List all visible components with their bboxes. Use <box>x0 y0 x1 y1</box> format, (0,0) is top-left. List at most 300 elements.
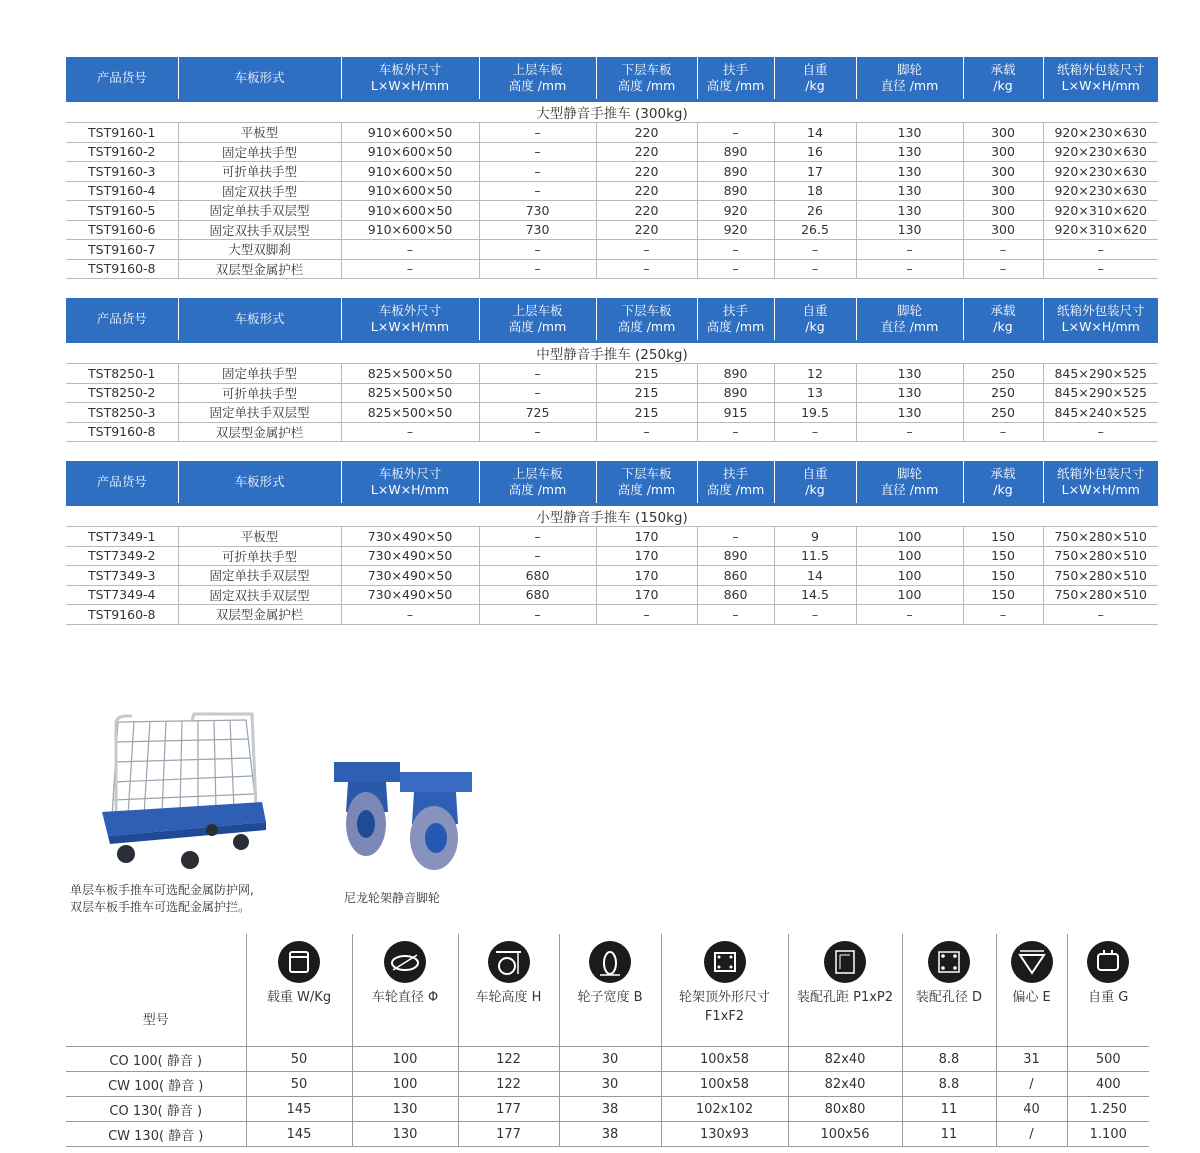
column-header: 承载 /kg <box>963 57 1043 99</box>
table-cell: 12 <box>774 364 856 384</box>
caster-cell: 30 <box>559 1072 661 1097</box>
table-row <box>66 364 1158 384</box>
table-cell: 915 <box>697 403 774 423</box>
table-row <box>66 259 1158 279</box>
table-cell: TST9160-4 <box>66 181 178 201</box>
table-cell: 250 <box>963 383 1043 403</box>
table-cell: TST8250-1 <box>66 364 178 384</box>
table-cell: – <box>479 181 596 201</box>
table-cell: – <box>479 162 596 182</box>
caster-cell: / <box>996 1122 1067 1147</box>
header-row <box>66 461 1158 503</box>
table-cell: – <box>774 605 856 625</box>
table-cell: 双层型金属护栏 <box>178 605 341 625</box>
section-title: 小型静音手推车 (150kg) <box>66 506 1158 527</box>
caster-column-header <box>788 934 902 1047</box>
table-cell: 825×500×50 <box>341 403 479 423</box>
table-cell: 750×280×510 <box>1043 546 1158 566</box>
table-cell: 890 <box>697 364 774 384</box>
caster-cell: 82x40 <box>788 1047 902 1072</box>
table-cell: 300 <box>963 142 1043 162</box>
table-cell: TST8250-2 <box>66 383 178 403</box>
column-header: 车板外尺寸 L×W×H/mm <box>341 57 479 99</box>
table-cell: – <box>479 240 596 260</box>
wheel-height-icon <box>459 940 559 984</box>
table-cell: – <box>479 527 596 547</box>
header-row <box>66 298 1158 340</box>
column-header: 脚轮 直径 /mm <box>856 461 963 503</box>
table-cell: 大型双脚刹 <box>178 240 341 260</box>
caster-cell: 130 <box>352 1097 458 1122</box>
table-cell: 170 <box>596 566 697 586</box>
column-header: 车板形式 <box>178 298 341 340</box>
table-cell: – <box>697 605 774 625</box>
table-row <box>66 383 1158 403</box>
table-cell: 250 <box>963 403 1043 423</box>
table-cell: 920×230×630 <box>1043 142 1158 162</box>
column-header: 车板形式 <box>178 57 341 99</box>
table-cell: 890 <box>697 142 774 162</box>
caster-header-label: 轮架顶外形尺寸 F1xF2 <box>678 990 770 1024</box>
caster-header-row <box>66 934 1149 1047</box>
table-cell: 300 <box>963 220 1043 240</box>
caster-cell: 130 <box>352 1122 458 1147</box>
caster-cell: CO 100( 静音 ) <box>66 1047 246 1072</box>
column-header: 纸箱外包装尺寸 L×W×H/mm <box>1043 461 1158 503</box>
table-cell: – <box>963 422 1043 442</box>
table-cell: 130 <box>856 123 963 143</box>
table-cell: – <box>479 605 596 625</box>
table-cell: 730×490×50 <box>341 566 479 586</box>
table-row <box>66 546 1158 566</box>
table-cell: – <box>774 259 856 279</box>
column-header: 产品货号 <box>66 461 178 503</box>
table-cell: 750×280×510 <box>1043 527 1158 547</box>
table-row <box>66 142 1158 162</box>
table-row <box>66 527 1158 547</box>
caster-cell: CO 130( 静音 ) <box>66 1097 246 1122</box>
caster-image <box>332 760 474 872</box>
table-cell: 18 <box>774 181 856 201</box>
caster-cell: 50 <box>246 1072 352 1097</box>
table-cell: 220 <box>596 220 697 240</box>
table-cell: 150 <box>963 546 1043 566</box>
table-cell: 300 <box>963 162 1043 182</box>
table-cell: 220 <box>596 201 697 221</box>
table-cell: 220 <box>596 123 697 143</box>
table-cell: – <box>479 546 596 566</box>
table-cell: 26 <box>774 201 856 221</box>
load-icon <box>247 940 352 984</box>
table-cell: 100 <box>856 527 963 547</box>
table-cell: 双层型金属护栏 <box>178 422 341 442</box>
column-header: 扶手 高度 /mm <box>697 57 774 99</box>
table-cell: 固定单扶手型 <box>178 364 341 384</box>
caster-cell: 30 <box>559 1047 661 1072</box>
table-row <box>66 240 1158 260</box>
caster-cell: 100 <box>352 1072 458 1097</box>
wheel-width-icon <box>560 940 661 984</box>
table-cell: – <box>1043 259 1158 279</box>
table-cell: TST7349-4 <box>66 585 178 605</box>
table-cell: 910×600×50 <box>341 142 479 162</box>
table-cell: 890 <box>697 383 774 403</box>
caster-column-header <box>1067 934 1149 1047</box>
table-cell: 170 <box>596 527 697 547</box>
table-cell: 130 <box>856 181 963 201</box>
caster-cell: 145 <box>246 1122 352 1147</box>
table-cell: 26.5 <box>774 220 856 240</box>
table-cell: 可折单扶手型 <box>178 162 341 182</box>
table-cell: 920 <box>697 220 774 240</box>
section-title: 中型静音手推车 (250kg) <box>66 343 1158 364</box>
table-cell: – <box>479 422 596 442</box>
caster-cell: 1.100 <box>1067 1122 1149 1147</box>
top-plate-size-icon <box>662 940 788 984</box>
caster-cell: 38 <box>559 1097 661 1122</box>
caster-cell: 40 <box>996 1097 1067 1122</box>
table-cell: 845×290×525 <box>1043 364 1158 384</box>
column-header: 扶手 高度 /mm <box>697 298 774 340</box>
table-cell: 910×600×50 <box>341 123 479 143</box>
hole-spacing-icon <box>789 940 902 984</box>
column-header: 自重 /kg <box>774 57 856 99</box>
table-cell: 100 <box>856 546 963 566</box>
table-cell: 860 <box>697 566 774 586</box>
caster-row <box>66 1072 1149 1097</box>
table-cell: – <box>479 383 596 403</box>
caster-caption: 尼龙轮架静音脚轮 <box>344 891 441 905</box>
table-cell: 910×600×50 <box>341 162 479 182</box>
table-cell: – <box>856 605 963 625</box>
table-cell: – <box>341 605 479 625</box>
column-header: 下层车板 高度 /mm <box>596 461 697 503</box>
caster-cell: 38 <box>559 1122 661 1147</box>
table-cell: 890 <box>697 181 774 201</box>
table-cell: 平板型 <box>178 527 341 547</box>
spec-table-2 <box>66 298 1158 442</box>
table-cell: 910×600×50 <box>341 201 479 221</box>
table-cell: 170 <box>596 546 697 566</box>
table-cell: 730 <box>479 201 596 221</box>
caster-column-header <box>458 934 559 1047</box>
table-cell: 固定双扶手双层型 <box>178 585 341 605</box>
table-cell: – <box>856 259 963 279</box>
offset-icon <box>997 940 1067 984</box>
caster-cell: 100x56 <box>788 1122 902 1147</box>
column-header: 上层车板 高度 /mm <box>479 298 596 340</box>
table-cell: 920×310×620 <box>1043 220 1158 240</box>
table-cell: – <box>596 605 697 625</box>
table-cell: 14.5 <box>774 585 856 605</box>
table-cell: – <box>341 240 479 260</box>
table-cell: 220 <box>596 181 697 201</box>
caster-cell: 145 <box>246 1097 352 1122</box>
table-cell: – <box>1043 605 1158 625</box>
table-cell: 220 <box>596 162 697 182</box>
section-title: 大型静音手推车 (300kg) <box>66 102 1158 123</box>
table-cell: 920×230×630 <box>1043 162 1158 182</box>
table-cell: 920 <box>697 201 774 221</box>
table-row <box>66 422 1158 442</box>
table-row <box>66 220 1158 240</box>
caster-cell: 400 <box>1067 1072 1149 1097</box>
column-header: 下层车板 高度 /mm <box>596 57 697 99</box>
table-cell: 13 <box>774 383 856 403</box>
table-cell: 220 <box>596 142 697 162</box>
table-cell: 可折单扶手型 <box>178 546 341 566</box>
table-cell: TST9160-6 <box>66 220 178 240</box>
caster-cell: 11 <box>902 1122 996 1147</box>
caster-cell: 100 <box>352 1047 458 1072</box>
table-cell: – <box>856 240 963 260</box>
table-cell: – <box>697 527 774 547</box>
table-cell: 750×280×510 <box>1043 566 1158 586</box>
table-cell: 17 <box>774 162 856 182</box>
caster-header-label: 装配孔径 D <box>915 990 983 1005</box>
table-cell: – <box>596 259 697 279</box>
table-cell: 300 <box>963 201 1043 221</box>
table-cell: – <box>697 123 774 143</box>
table-cell: TST8250-3 <box>66 403 178 423</box>
table-cell: – <box>774 422 856 442</box>
table-cell: TST9160-8 <box>66 605 178 625</box>
column-header: 自重 /kg <box>774 461 856 503</box>
table-cell: 300 <box>963 181 1043 201</box>
table-cell: 150 <box>963 527 1043 547</box>
caster-cell: 500 <box>1067 1047 1149 1072</box>
column-header: 车板形式 <box>178 461 341 503</box>
table-cell: 16 <box>774 142 856 162</box>
table-cell: TST7349-1 <box>66 527 178 547</box>
cart-caption: 单层车板手推车可选配金属防护网, 双层车板手推车可选配金属护拦。 <box>70 883 254 914</box>
column-header: 下层车板 高度 /mm <box>596 298 697 340</box>
caster-cell: 8.8 <box>902 1072 996 1097</box>
caster-cell: 177 <box>458 1097 559 1122</box>
table-cell: 215 <box>596 383 697 403</box>
column-header: 纸箱外包装尺寸 L×W×H/mm <box>1043 57 1158 99</box>
table-row <box>66 181 1158 201</box>
table-cell: – <box>479 123 596 143</box>
table-row <box>66 566 1158 586</box>
caster-cell: 177 <box>458 1122 559 1147</box>
column-header: 上层车板 高度 /mm <box>479 57 596 99</box>
table-cell: 130 <box>856 201 963 221</box>
table-cell: TST9160-2 <box>66 142 178 162</box>
table-cell: 845×290×525 <box>1043 383 1158 403</box>
caster-cell: CW 130( 静音 ) <box>66 1122 246 1147</box>
table-cell: – <box>341 259 479 279</box>
table-cell: 可折单扶手型 <box>178 383 341 403</box>
caster-cell: 11 <box>902 1097 996 1122</box>
column-header: 产品货号 <box>66 298 178 340</box>
caster-column-header <box>559 934 661 1047</box>
table-cell: 100 <box>856 566 963 586</box>
table-cell: – <box>963 240 1043 260</box>
table-cell: 860 <box>697 585 774 605</box>
caster-cell: 1.250 <box>1067 1097 1149 1122</box>
caster-header-label: 轮子宽度 B <box>577 990 643 1005</box>
table-row <box>66 123 1158 143</box>
table-cell: 平板型 <box>178 123 341 143</box>
caster-cell: 130x93 <box>661 1122 788 1147</box>
caster-cell: 100x58 <box>661 1072 788 1097</box>
cart-image <box>96 712 274 877</box>
table-row <box>66 201 1158 221</box>
caster-column-header <box>66 934 246 1047</box>
table-cell: 910×600×50 <box>341 181 479 201</box>
table-cell: TST9160-1 <box>66 123 178 143</box>
table-cell: – <box>341 422 479 442</box>
caster-rear <box>334 762 400 856</box>
table-row <box>66 403 1158 423</box>
table-cell: – <box>774 240 856 260</box>
column-header: 承载 /kg <box>963 298 1043 340</box>
table-cell: 730 <box>479 220 596 240</box>
table-cell: – <box>697 240 774 260</box>
caster-cell: 122 <box>458 1047 559 1072</box>
caster-cell: 31 <box>996 1047 1067 1072</box>
table-cell: – <box>963 605 1043 625</box>
caster-header-label: 自重 G <box>1088 990 1129 1005</box>
caster-row <box>66 1122 1149 1147</box>
table-cell: 130 <box>856 403 963 423</box>
table-cell: – <box>479 364 596 384</box>
caster-row <box>66 1097 1149 1122</box>
table-cell: TST9160-8 <box>66 259 178 279</box>
caster-header-label: 偏心 E <box>1012 990 1051 1005</box>
caster-column-header <box>661 934 788 1047</box>
table-cell: 固定单扶手型 <box>178 142 341 162</box>
caster-header-label: 载重 W/Kg <box>266 990 332 1005</box>
table-row <box>66 585 1158 605</box>
table-cell: – <box>697 422 774 442</box>
table-cell: 双层型金属护栏 <box>178 259 341 279</box>
column-header: 纸箱外包装尺寸 L×W×H/mm <box>1043 298 1158 340</box>
table-row <box>66 162 1158 182</box>
caster-column-header <box>246 934 352 1047</box>
caster-header-label: 车轮直径 Φ <box>371 990 439 1005</box>
column-header: 自重 /kg <box>774 298 856 340</box>
caster-header-label: 装配孔距 P1xP2 <box>796 990 894 1005</box>
table-cell: 825×500×50 <box>341 383 479 403</box>
table-cell: 固定双扶手型 <box>178 181 341 201</box>
hole-diameter-icon <box>903 940 996 984</box>
table-cell: 150 <box>963 585 1043 605</box>
table-cell: 300 <box>963 123 1043 143</box>
table-cell: – <box>596 422 697 442</box>
caster-column-header <box>902 934 996 1047</box>
column-header: 扶手 高度 /mm <box>697 461 774 503</box>
caster-cell: CW 100( 静音 ) <box>66 1072 246 1097</box>
column-header: 脚轮 直径 /mm <box>856 298 963 340</box>
caster-column-header <box>996 934 1067 1047</box>
column-header: 承载 /kg <box>963 461 1043 503</box>
table-cell: 130 <box>856 364 963 384</box>
table-cell: 250 <box>963 364 1043 384</box>
column-header: 产品货号 <box>66 57 178 99</box>
weight-icon <box>1068 940 1150 984</box>
table-cell: 130 <box>856 142 963 162</box>
table-cell: 920×230×630 <box>1043 123 1158 143</box>
caster-spec-table <box>66 934 1149 1147</box>
caster-column-header <box>352 934 458 1047</box>
caster-cell: 122 <box>458 1072 559 1097</box>
caster-header-label: 型号 <box>142 1013 169 1028</box>
table-cell: 890 <box>697 162 774 182</box>
table-cell: 170 <box>596 585 697 605</box>
table-cell: 730×490×50 <box>341 527 479 547</box>
caster-cell: 102x102 <box>661 1097 788 1122</box>
table-cell: 215 <box>596 403 697 423</box>
table-cell: – <box>697 259 774 279</box>
table-cell: 100 <box>856 585 963 605</box>
table-cell: 215 <box>596 364 697 384</box>
table-cell: 845×240×525 <box>1043 403 1158 423</box>
table-cell: 910×600×50 <box>341 220 479 240</box>
table-cell: 11.5 <box>774 546 856 566</box>
table-cell: 130 <box>856 383 963 403</box>
caster-cell: / <box>996 1072 1067 1097</box>
caster-header-label: 车轮高度 H <box>475 990 542 1005</box>
table-cell: TST9160-7 <box>66 240 178 260</box>
table-cell: 725 <box>479 403 596 423</box>
table-cell: – <box>479 259 596 279</box>
column-header: 脚轮 直径 /mm <box>856 57 963 99</box>
table-cell: 730×490×50 <box>341 585 479 605</box>
table-cell: – <box>856 422 963 442</box>
header-row <box>66 57 1158 99</box>
table-cell: 固定单扶手双层型 <box>178 201 341 221</box>
table-cell: TST9160-5 <box>66 201 178 221</box>
table-cell: TST7349-3 <box>66 566 178 586</box>
table-cell: 130 <box>856 162 963 182</box>
table-cell: TST9160-8 <box>66 422 178 442</box>
column-header: 上层车板 高度 /mm <box>479 461 596 503</box>
column-header: 车板外尺寸 L×W×H/mm <box>341 298 479 340</box>
table-cell: 130 <box>856 220 963 240</box>
table-cell: 680 <box>479 566 596 586</box>
table-row <box>66 605 1158 625</box>
table-cell: – <box>479 142 596 162</box>
table-cell: 14 <box>774 566 856 586</box>
table-cell: TST9160-3 <box>66 162 178 182</box>
table-cell: – <box>1043 240 1158 260</box>
table-cell: – <box>596 240 697 260</box>
table-cell: 固定双扶手双层型 <box>178 220 341 240</box>
caster-front <box>400 772 472 870</box>
table-cell: 9 <box>774 527 856 547</box>
caster-cell: 50 <box>246 1047 352 1072</box>
table-cell: 固定单扶手双层型 <box>178 566 341 586</box>
caster-cell: 80x80 <box>788 1097 902 1122</box>
table-cell: 750×280×510 <box>1043 585 1158 605</box>
table-cell: 825×500×50 <box>341 364 479 384</box>
table-cell: 920×230×630 <box>1043 181 1158 201</box>
cart-wire-cage <box>112 720 256 816</box>
wheel-diameter-icon <box>353 940 458 984</box>
column-header: 车板外尺寸 L×W×H/mm <box>341 461 479 503</box>
caster-cell: 100x58 <box>661 1047 788 1072</box>
caster-cell: 8.8 <box>902 1047 996 1072</box>
table-cell: 890 <box>697 546 774 566</box>
table-cell: 14 <box>774 123 856 143</box>
caster-row <box>66 1047 1149 1072</box>
cart-handles <box>116 714 256 816</box>
table-cell: 920×310×620 <box>1043 201 1158 221</box>
table-cell: TST7349-2 <box>66 546 178 566</box>
table-cell: 150 <box>963 566 1043 586</box>
